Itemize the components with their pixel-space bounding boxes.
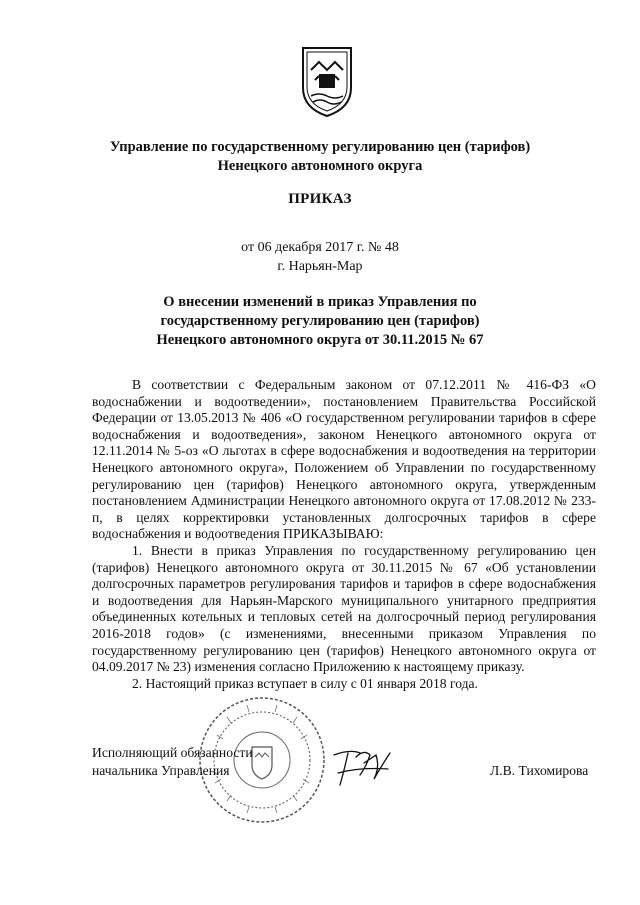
signatory-position-line-1: Исполняющий обязанности bbox=[92, 745, 253, 760]
agency-line-2: Ненецкого автономного округа bbox=[217, 158, 423, 174]
subject-line-3: Ненецкого автономного округа от 30.11.2015 № 67 bbox=[156, 332, 484, 348]
subject-heading bbox=[0, 293, 640, 350]
subject-line-2: государственному регулированию цен (тарифов) bbox=[160, 313, 480, 329]
place: г. Нарьян-Мар bbox=[277, 259, 363, 274]
agency-line-1: Управление по государственному регулированию цен (тарифов) bbox=[109, 139, 531, 155]
signatory-position-line-2: начальника Управления bbox=[92, 763, 230, 778]
handwritten-signature bbox=[330, 745, 396, 793]
signatory-position bbox=[92, 744, 253, 780]
item-1-paragraph: 1. Внести в приказ Управления по государственному регулированию цен (тарифов) Ненецкого автономного округа от 30.11.2015 № 67 «Об установлении долгосрочных параметров регулирования тарифов и тарифов в сфере водоснабжения и водоотведения для Нарьян-Марского муниципального унитарного предприятия объединенных котельных и тепловых сетей на долгосрочный период регулирования 2016-2018 годов» (с изменениями, внесенными приказом Управления по государственному регулированию цен (тарифов) Ненецкого автономного округа от 04.09.2017 № 23) изменения согласно Приложению к настоящему приказу. bbox=[92, 542, 596, 675]
preamble-paragraph: В соответствии с Федеральным законом от 07.12.2011 № 416-ФЗ «О водоснабжении и водоотведении», постановлением Правительства Российской Федерации от 13.05.2013 № 406 «О государственном регулировании тарифов в сфере водоснабжения и водоотведения», законом Ненецкого автономного округа от 12.11.2014 № 5-оз «О льготах в сфере водоснабжения и водоотведения на территории Ненецкого автономного округа», Положением об Управлении по государственному регулированию цен (тарифов) Ненецкого автономного округа, утвержденным постановлением Администрации Ненецкого автономного округа от 17.08.2012 № 233-п, в целях корректировки установленных долгосрочных тарифов в сфере водоснабжения и водоотведения ПРИКАЗЫВАЮ: bbox=[92, 377, 596, 542]
coat-of-arms-icon bbox=[297, 40, 357, 120]
date-block bbox=[0, 238, 640, 276]
date-number: от 06 декабря 2017 г. № 48 bbox=[241, 240, 399, 255]
signatory-name: Л.В. Тихомирова bbox=[490, 763, 589, 778]
agency-name bbox=[0, 138, 640, 176]
document-type: ПРИКАЗ bbox=[288, 191, 352, 207]
subject-line-1: О внесении изменений в приказ Управления по bbox=[163, 294, 477, 310]
document-body bbox=[92, 377, 596, 692]
item-2-paragraph: 2. Настоящий приказ вступает в силу с 01 января 2018 года. bbox=[132, 675, 478, 691]
